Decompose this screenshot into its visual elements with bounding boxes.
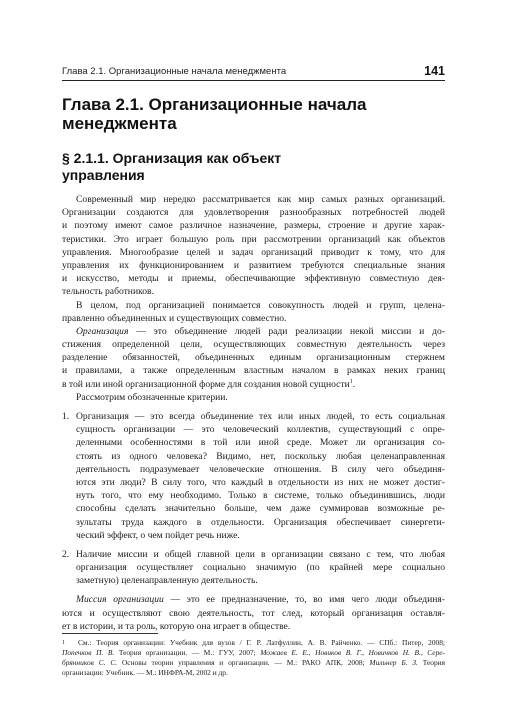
definition-paragraph [62,593,445,633]
section-title [62,150,445,184]
author-name: брянников С. С. [62,658,118,667]
footnote-mark: 1 [62,640,65,646]
text-line: и правилами, а также определенным властным началом в рамках неких границ [62,365,445,377]
list-number: 1. [62,411,70,422]
chapter-title-line: Глава 2.1. Организационные начала [62,95,367,114]
text-fragment: — это ее предназначение, то, во имя чего люди объединя- [163,594,445,606]
text-line: Организации создаются для удовлетворения разнообразных потребностей людей [62,207,445,219]
paragraph [62,193,445,299]
text-line: В целом, под организацией понимается совокупность людей и групп, целена- [76,299,445,311]
chapter-title-line: менеджмента [62,114,177,133]
running-title: Глава 2.1. Организационные начала менеджмента [62,66,287,77]
list-item [62,410,445,542]
footnote-line: организации: Учебник. — М.: ИНФРА-М, 2002 и др. [62,668,228,677]
defined-term: Организация [76,325,129,337]
text-line: теристики. Это играет большую роль при рассмотрении организаций как объектов [62,233,445,245]
paragraph [62,391,445,404]
running-header [62,60,445,81]
section-title-line: § 2.1.1. Организация как объект [62,150,282,166]
text-fragment: Основы теории управления и организации. — М.: РАКО АПК, 2008; [117,658,370,667]
chapter-title [62,95,445,133]
text-fragment: Теория [417,658,446,667]
body-text [62,193,445,633]
text-line: способны сделать значительно больше, чем даже суммировав возможные ре- [76,503,445,515]
footnote-ref: 1 [349,378,353,385]
text-line: управления. Многообразие целей и задач организаций приводит к тому, что для [62,246,445,258]
author-name: Можаев Е. Е., Новиков В. Г., Новичков Н. В., Сере- [260,648,446,657]
footnote-line [62,648,445,658]
text-line: и искусство, методы и приемы, обеспечивающие эффективную совместную дея- [62,273,445,285]
text-line: стижения определенной цели, осуществляющих совместную деятельность через [62,339,445,351]
text-fragment: Теория организации. — М.: ГУУ, 2007; [114,648,261,657]
text-line: и поэтому имеют самое различное назначение, размеры, строение и другие харак- [62,220,445,232]
text-line: деятельность подразумевает человеческие отношения. В силу чего объединя- [76,463,445,475]
defined-term: Миссия организации [76,594,164,606]
text-line: зультаты труда каждого в отдельности. Организация обеспечивает синергети- [76,516,445,528]
text-line: тельность работников. [62,286,154,298]
text-line: Наличие миссии и общей главной цели в организации связано с тем, что любая [76,548,445,560]
text-fragment: — это объединение людей ради реализации некой миссии и до- [128,325,445,337]
text-line: ются эти люди? В силу того, что каждый в отдельности из них не может достиг- [76,476,445,488]
text-line: стоять из одного человека? Видимо, нет, поскольку любая целенаправленная [76,450,445,462]
list-item [62,548,445,588]
page-number: 141 [424,64,445,78]
footnote-line [62,638,445,648]
author-name: Попечков П. В. [62,648,115,657]
text-line: Организация — это всегда объединение тех или иных людей, то есть социальная [76,411,445,422]
text-line [62,325,445,338]
text-line: правленно объединенных и существующих совместно. [62,312,287,324]
section-title-line: управления [62,167,145,183]
text-line: заметную) целенаправленную деятельность. [76,575,258,587]
text-line: ются и осуществляют свою деятельность, тот след, который организация оставля- [62,607,445,619]
paragraph [62,299,445,325]
text-line: ет в истории, и та роль, которую она играет в обществе. [62,620,291,632]
text-line: ческий эффект, о чем пойдет речь ниже. [76,529,240,541]
text-fragment: См.: Теория организации: Учебник для вузов / Г. Р. Латфуллин, А. В. Райченко. — СПб.: Питер, 2008; [78,638,445,647]
text-line: деленными особенностями в той или иной среде. Может ли организация со- [76,437,445,449]
definition-paragraph [62,325,445,391]
text-line: управления их функционированием и развитием требуются специальные знания [62,259,445,271]
author-name: Мильнер Б. З. [369,658,418,667]
text-line: сущность организации — это человеческий коллектив, существующий с опре- [76,424,445,436]
text-line [62,593,445,606]
text-line: организация осуществляет социально значимую (по крайней мере социально [76,562,445,574]
text-fragment: в той или иной организационной форме для создания новой сущности [62,378,350,390]
text-line [62,378,445,391]
text-line: разделение обязанностей, объединенных единым организационным стержнем [62,352,445,364]
text-line: Рассмотрим обозначенные критерии. [76,391,228,403]
footnote-line [62,658,445,668]
text-fragment: . [352,378,356,390]
text-line: нуть того, что ему необходимо. Только в системе, только объединившись, люди [76,490,445,502]
text-line: Современный мир нередко рассматривается как мир самых разных организаций. [76,194,445,205]
footnote-divider [62,633,158,634]
footnote [62,638,445,678]
list-number: 2. [62,548,70,560]
